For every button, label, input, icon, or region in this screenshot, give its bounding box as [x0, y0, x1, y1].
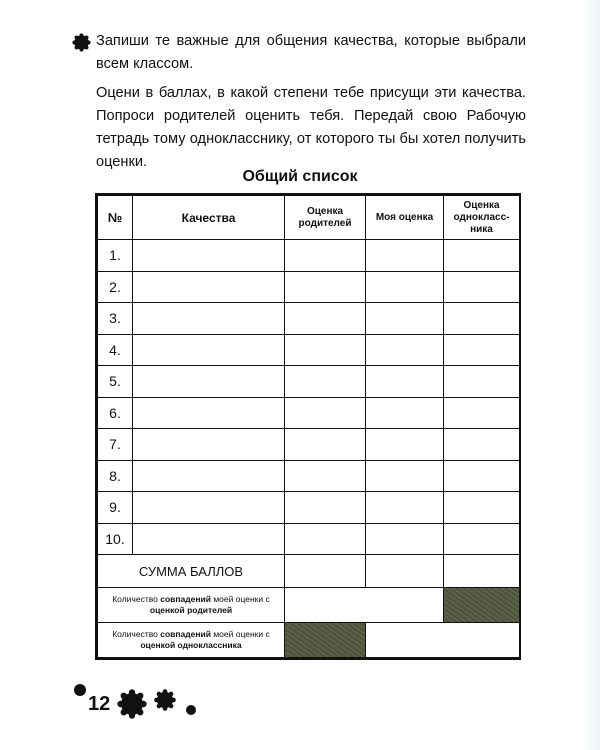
classmate-score-cell[interactable]: [444, 492, 520, 524]
decorative-flower-icon: [154, 689, 176, 711]
instruction-paragraph-1: Запиши те важные для общения качества, которые выбрали всем классом.: [96, 33, 526, 72]
row-number: 2.: [98, 271, 133, 303]
my-score-cell[interactable]: [366, 492, 444, 524]
row-number: 1.: [98, 240, 133, 272]
parents-score-cell[interactable]: [285, 429, 366, 461]
header-number: №: [98, 196, 133, 240]
table-row: [98, 240, 520, 272]
sum-label: СУММА БАЛЛОВ: [98, 555, 285, 588]
classmate-score-cell[interactable]: [444, 460, 520, 492]
decorative-flower-icon: [117, 689, 147, 719]
quality-cell[interactable]: [133, 366, 285, 398]
page-edge-shadow: [582, 0, 600, 750]
my-score-cell[interactable]: [366, 303, 444, 335]
instructions: [96, 30, 526, 174]
parents-score-cell[interactable]: [285, 334, 366, 366]
header-parents: Оценка родителей: [285, 196, 366, 240]
table-row: [98, 366, 520, 398]
parents-score-cell[interactable]: [285, 492, 366, 524]
parents-score-cell[interactable]: [285, 397, 366, 429]
match-classmate-row: [98, 623, 520, 658]
match-classmate-cell[interactable]: [366, 623, 520, 658]
row-number: 5.: [98, 366, 133, 398]
header-mine: Моя оценка: [366, 196, 444, 240]
my-score-cell[interactable]: [366, 240, 444, 272]
instruction-paragraph-2: Оцени в баллах, в какой степени тебе присущи эти качества. Попроси родителей оценить тебя. Передай свою Рабочую тетрадь тому однокласснику, от которого ты бы хотел получить оценки.: [96, 85, 526, 170]
table-row: [98, 492, 520, 524]
qualities-table: [95, 193, 521, 660]
table-row: [98, 271, 520, 303]
sum-row: [98, 555, 520, 588]
match-parents-cell[interactable]: [285, 588, 444, 623]
flower-bullet-icon: [72, 33, 91, 52]
my-score-cell[interactable]: [366, 397, 444, 429]
classmate-score-cell[interactable]: [444, 240, 520, 272]
classmate-score-cell[interactable]: [444, 271, 520, 303]
quality-cell[interactable]: [133, 240, 285, 272]
table-row: [98, 397, 520, 429]
match-parents-shaded-cell: [444, 588, 520, 623]
table-header-row: [98, 196, 520, 240]
header-quality: Качества: [133, 196, 285, 240]
decorative-dot-icon: [186, 705, 196, 715]
row-number: 8.: [98, 460, 133, 492]
match-parents-row: [98, 588, 520, 623]
row-number: 6.: [98, 397, 133, 429]
my-score-cell[interactable]: [366, 271, 444, 303]
match-classmate-shaded-cell: [285, 623, 366, 658]
parents-score-cell[interactable]: [285, 240, 366, 272]
parents-score-cell[interactable]: [285, 366, 366, 398]
sum-parents-cell[interactable]: [285, 555, 366, 588]
quality-cell[interactable]: [133, 429, 285, 461]
parents-score-cell[interactable]: [285, 460, 366, 492]
row-number: 9.: [98, 492, 133, 524]
quality-cell[interactable]: [133, 397, 285, 429]
page-number: 12: [88, 693, 111, 715]
classmate-score-cell[interactable]: [444, 303, 520, 335]
my-score-cell[interactable]: [366, 366, 444, 398]
sum-mine-cell[interactable]: [366, 555, 444, 588]
my-score-cell[interactable]: [366, 334, 444, 366]
table-row: [98, 460, 520, 492]
table-row: [98, 334, 520, 366]
quality-cell[interactable]: [133, 334, 285, 366]
row-number: 7.: [98, 429, 133, 461]
quality-cell[interactable]: [133, 523, 285, 555]
classmate-score-cell[interactable]: [444, 523, 520, 555]
table-row: [98, 303, 520, 335]
match-classmate-label: Количество совпадений моей оценки с оценкой одноклассника: [98, 623, 285, 658]
my-score-cell[interactable]: [366, 429, 444, 461]
quality-cell[interactable]: [133, 303, 285, 335]
row-number: 4.: [98, 334, 133, 366]
parents-score-cell[interactable]: [285, 523, 366, 555]
table-title: Общий список: [242, 168, 358, 185]
table-row: [98, 523, 520, 555]
classmate-score-cell[interactable]: [444, 429, 520, 461]
row-number: 3.: [98, 303, 133, 335]
my-score-cell[interactable]: [366, 460, 444, 492]
parents-score-cell[interactable]: [285, 271, 366, 303]
decorative-dot-icon: [74, 684, 86, 696]
quality-cell[interactable]: [133, 271, 285, 303]
row-number: 10.: [98, 523, 133, 555]
match-parents-label: Количество совпадений моей оценки с оценкой родителей: [98, 588, 285, 623]
sum-classmate-cell[interactable]: [444, 555, 520, 588]
table-row: [98, 429, 520, 461]
quality-cell[interactable]: [133, 492, 285, 524]
classmate-score-cell[interactable]: [444, 366, 520, 398]
classmate-score-cell[interactable]: [444, 334, 520, 366]
header-classmate: Оценка однокласс-ника: [444, 196, 520, 240]
classmate-score-cell[interactable]: [444, 397, 520, 429]
parents-score-cell[interactable]: [285, 303, 366, 335]
quality-cell[interactable]: [133, 460, 285, 492]
my-score-cell[interactable]: [366, 523, 444, 555]
